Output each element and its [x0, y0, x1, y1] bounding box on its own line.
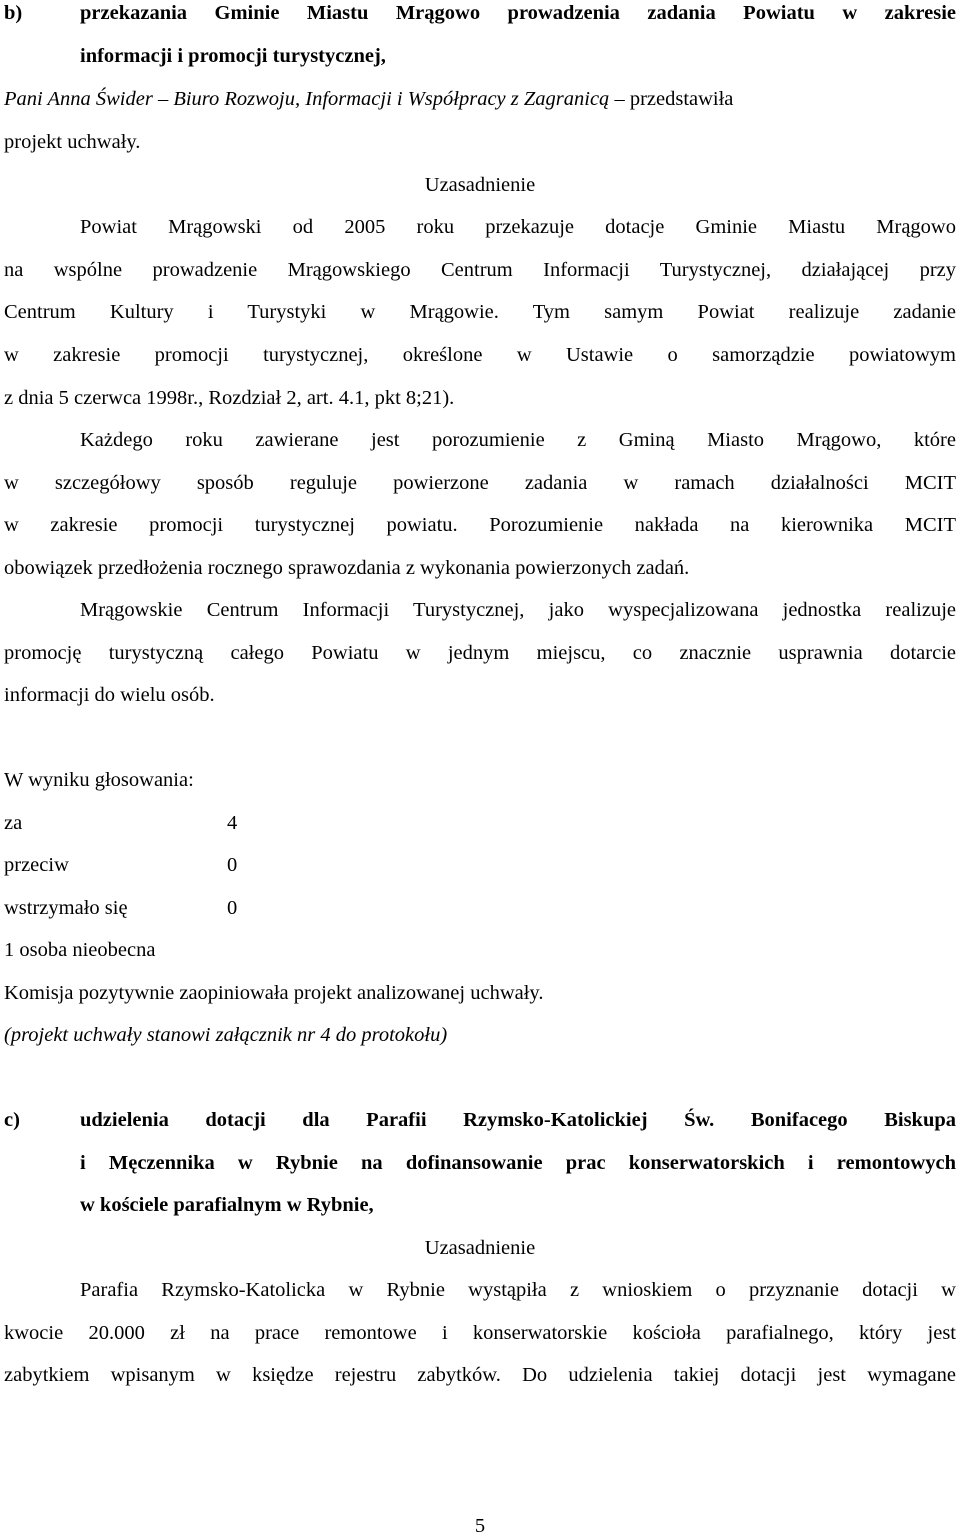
page-number: 5	[474, 1515, 486, 1537]
section-b-heading: Uzasadnienie	[424, 174, 536, 196]
section-b-title-line-2: informacji i promocji turystycznej,	[80, 45, 386, 67]
section-c-title-line: udzielenia dotacji dla Parafii Rzymsko-Katolickiej Św. Bonifacego Biskupa	[80, 1109, 956, 1131]
section-b-p1-line: z dnia 5 czerwca 1998r., Rozdział 2, art. 4.1, pkt 8;21).	[4, 387, 455, 409]
section-c-p1-line: zabytkiem wpisanym w księdze rejestru zabytków. Do udzielenia takiej dotacji jest wymagane	[4, 1364, 956, 1386]
section-c-title-line: i Męczennika w Rybnie na dofinansowanie prac konserwatorskich i remontowych	[80, 1152, 956, 1174]
section-b-p3-line: informacji do wielu osób.	[4, 684, 215, 706]
presenter-name: Pani Anna Świder – Biuro Rozwoju, Informacji i Współpracy z Zagranicą	[4, 88, 610, 110]
section-b-p2-line: obowiązek przedłożenia rocznego sprawozdania z wykonania powierzonych zadań.	[4, 557, 690, 579]
section-b-p3-line: promocję turystyczną całego Powiatu w jednym miejscu, co znacznie usprawnia dotarcie	[4, 642, 956, 664]
section-b-title-line-1: przekazania Gminie Miastu Mrągowo prowadzenia zadania Powiatu w zakresie	[80, 2, 956, 24]
section-b-p1-line: Centrum Kultury i Turystyki w Mrągowie. Tym samym Powiat realizuje zadanie	[4, 301, 956, 323]
section-b-p2-line: w szczegółowy sposób reguluje powierzone zadania w ramach działalności MCIT	[4, 472, 956, 494]
section-c-p1-line: Parafia Rzymsko-Katolicka w Rybnie wystąpiła z wnioskiem o przyznanie dotacji w	[80, 1279, 956, 1301]
presenter-line	[4, 89, 956, 110]
section-c-label: c)	[4, 1109, 20, 1131]
section-b-label: b)	[4, 2, 23, 24]
vote-label-abstain: wstrzymało się	[4, 897, 128, 919]
section-b-p3-line: Mrągowskie Centrum Informacji Turystycznej, jako wyspecjalizowana jednostka realizuje	[80, 599, 956, 621]
attachment-note: (projekt uchwały stanowi załącznik nr 4 do protokołu)	[4, 1024, 448, 1046]
vote-value-for: 4	[227, 812, 238, 834]
section-c-p1-line: kwocie 20.000 zł na prace remontowe i konserwatorskie kościoła parafialnego, który jest	[4, 1322, 956, 1344]
vote-value-against: 0	[227, 854, 238, 876]
committee-opinion: Komisja pozytywnie zaopiniowała projekt analizowanej uchwały.	[4, 982, 544, 1004]
section-c-heading: Uzasadnienie	[424, 1237, 536, 1259]
vote-label-for: za	[4, 812, 23, 834]
section-b-p2-line: w zakresie promocji turystycznej powiatu. Porozumienie nakłada na kierownika MCIT	[4, 514, 956, 536]
section-b-p1-line: Powiat Mrągowski od 2005 roku przekazuje dotacje Gminie Miastu Mrągowo	[80, 216, 956, 238]
presenter-line-2: projekt uchwały.	[4, 131, 141, 153]
section-b-p1-line: w zakresie promocji turystycznej, określone w Ustawie o samorządzie powiatowym	[4, 344, 956, 366]
vote-label-against: przeciw	[4, 854, 69, 876]
vote-value-abstain: 0	[227, 897, 238, 919]
vote-absent: 1 osoba nieobecna	[4, 939, 156, 961]
section-b-p2-line: Każdego roku zawierane jest porozumienie z Gminą Miasto Mrągowo, które	[80, 429, 956, 451]
section-c-title-line: w kościele parafialnym w Rybnie,	[80, 1194, 374, 1216]
section-b-p1-line: na wspólne prowadzenie Mrągowskiego Centrum Informacji Turystycznej, działającej przy	[4, 259, 956, 281]
presenter-suffix: – przedstawiła	[609, 88, 734, 110]
vote-heading: W wyniku głosowania:	[4, 769, 194, 791]
